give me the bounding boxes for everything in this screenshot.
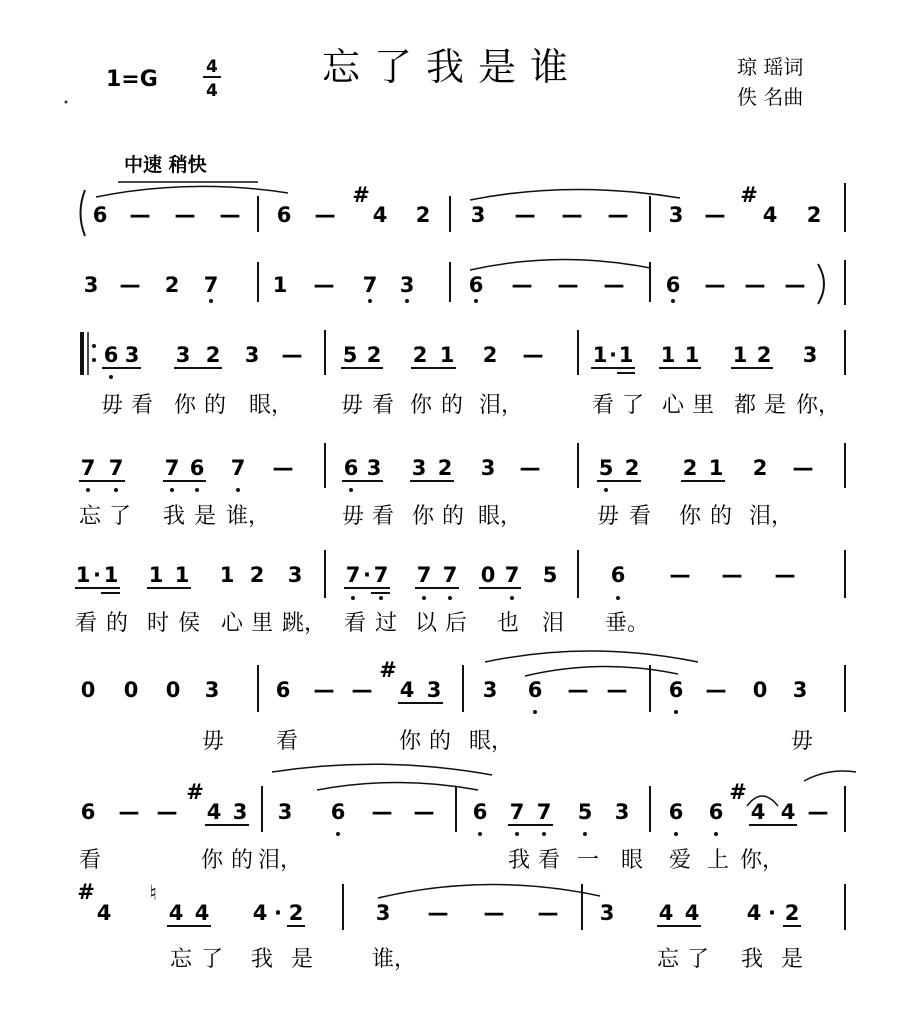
note: 5 bbox=[577, 800, 593, 824]
lyric: 眼， bbox=[249, 393, 294, 418]
lyric: 看 bbox=[78, 848, 102, 873]
note: 6 bbox=[275, 678, 291, 702]
score-row-6 bbox=[81, 651, 845, 754]
dash: — bbox=[427, 901, 449, 925]
sharp-sign: # bbox=[186, 780, 204, 804]
score-row-3 bbox=[82, 330, 845, 418]
note: 2 bbox=[756, 343, 772, 367]
lyric: 过 bbox=[374, 611, 398, 636]
score-row-1 bbox=[81, 183, 846, 236]
note: 3 bbox=[232, 800, 248, 824]
rest: 0 bbox=[165, 678, 181, 702]
note: 3 bbox=[124, 343, 140, 367]
lyric: 是 bbox=[290, 947, 314, 972]
dot: · bbox=[274, 901, 282, 925]
dash: — bbox=[119, 273, 141, 297]
note: 4 bbox=[399, 678, 415, 702]
note: 3 bbox=[399, 273, 415, 297]
lyric: 你 bbox=[173, 393, 197, 418]
note: 5 bbox=[342, 343, 358, 367]
note: 6 bbox=[468, 273, 484, 297]
lyric: 毋 bbox=[341, 504, 365, 529]
lyric: 了 bbox=[686, 947, 710, 972]
score-row-4 bbox=[79, 443, 845, 529]
lyric: 的 bbox=[709, 504, 733, 529]
lyric: 毋 bbox=[596, 504, 620, 529]
note: 3 bbox=[83, 273, 99, 297]
note: 4 bbox=[252, 901, 268, 925]
note: 1 bbox=[732, 343, 748, 367]
note: 6 bbox=[708, 800, 724, 824]
dash: — bbox=[705, 678, 727, 702]
note: 2 bbox=[164, 273, 180, 297]
lyric: 跳， bbox=[282, 611, 327, 636]
note: 3 bbox=[614, 800, 630, 824]
note: 2 bbox=[205, 343, 221, 367]
lyric: 眼， bbox=[469, 729, 514, 754]
dash: — bbox=[519, 456, 541, 480]
lyric: 谁， bbox=[372, 947, 417, 972]
note: 7 bbox=[373, 563, 389, 587]
lyric: 看 bbox=[343, 611, 367, 636]
note: 5 bbox=[542, 563, 558, 587]
dash: — bbox=[281, 343, 303, 367]
sharp-sign: # bbox=[77, 880, 95, 904]
note: 4 bbox=[750, 800, 766, 824]
dash: — bbox=[219, 203, 241, 227]
note: 7 bbox=[80, 456, 96, 480]
note: 6 bbox=[668, 800, 684, 824]
note: 1 bbox=[618, 343, 634, 367]
rest: 0 bbox=[752, 678, 768, 702]
lyric: 你 bbox=[411, 504, 435, 529]
lyric: 你 bbox=[398, 729, 422, 754]
dash: — bbox=[413, 800, 435, 824]
lyric: 是 bbox=[193, 504, 217, 529]
note: 1 bbox=[148, 563, 164, 587]
note: 1 bbox=[660, 343, 676, 367]
lyric: 看 bbox=[275, 729, 299, 754]
note: 1 bbox=[708, 456, 724, 480]
dash: — bbox=[704, 273, 726, 297]
lyric: 我 bbox=[162, 504, 186, 529]
dash: — bbox=[784, 273, 806, 297]
lyric: 是 bbox=[763, 393, 787, 418]
note: 3 bbox=[480, 456, 496, 480]
note: 6 bbox=[189, 456, 205, 480]
sharp-sign: # bbox=[740, 183, 758, 207]
dot: · bbox=[363, 563, 371, 587]
lyric: 都 bbox=[733, 393, 757, 418]
note: 2 bbox=[412, 343, 428, 367]
lyric: 你， bbox=[740, 848, 785, 873]
lyric: 后 bbox=[444, 611, 468, 636]
lyric: 毋 bbox=[790, 729, 814, 754]
lyric: 我 bbox=[507, 848, 531, 873]
dot: · bbox=[609, 343, 617, 367]
lyric: 你 bbox=[200, 848, 224, 873]
note: 2 bbox=[288, 901, 304, 925]
dash: — bbox=[314, 203, 336, 227]
rest: 0 bbox=[80, 678, 96, 702]
dash: — bbox=[351, 678, 373, 702]
dash: — bbox=[156, 800, 178, 824]
lyric: 看 bbox=[591, 393, 615, 418]
score-row-7 bbox=[79, 764, 856, 873]
note: 1 bbox=[272, 273, 288, 297]
lyric: 一 bbox=[576, 848, 600, 873]
note: 2 bbox=[752, 456, 768, 480]
note: 7 bbox=[442, 563, 458, 587]
lyric: 我 bbox=[250, 947, 274, 972]
dash: — bbox=[557, 273, 579, 297]
note: 3 bbox=[287, 563, 303, 587]
lyric: 忘 bbox=[656, 947, 680, 972]
note: 1 bbox=[174, 563, 190, 587]
lyric: 泪 bbox=[541, 611, 565, 636]
lyric: 的 bbox=[105, 611, 129, 636]
note: 7 bbox=[362, 273, 378, 297]
note: 3 bbox=[175, 343, 191, 367]
note: 6 bbox=[80, 800, 96, 824]
note: 4 bbox=[372, 203, 388, 227]
note: 3 bbox=[668, 203, 684, 227]
note: 7 bbox=[230, 456, 246, 480]
note: 3 bbox=[802, 343, 818, 367]
dash: — bbox=[603, 273, 625, 297]
lyric: 的 bbox=[203, 393, 227, 418]
lyric: 毋 bbox=[340, 393, 364, 418]
dash: — bbox=[721, 563, 743, 587]
lyric: 忘 bbox=[169, 947, 193, 972]
sharp-sign: # bbox=[379, 658, 397, 682]
lyric: 了 bbox=[200, 947, 224, 972]
note: 4 bbox=[168, 901, 184, 925]
note: 6 bbox=[527, 678, 543, 702]
header bbox=[106, 45, 803, 182]
note: 4 bbox=[780, 800, 796, 824]
score-row-2 bbox=[84, 259, 845, 305]
dash: — bbox=[704, 203, 726, 227]
note: 1 bbox=[592, 343, 608, 367]
note: 3 bbox=[482, 678, 498, 702]
note: 7 bbox=[164, 456, 180, 480]
dash: — bbox=[774, 563, 796, 587]
note: 6 bbox=[103, 343, 119, 367]
note: 2 bbox=[437, 456, 453, 480]
lyric: 侯 bbox=[177, 611, 201, 636]
note: 3 bbox=[277, 800, 293, 824]
lyric: 你 bbox=[409, 393, 433, 418]
dash: — bbox=[313, 273, 335, 297]
dot: · bbox=[768, 901, 776, 925]
note: 4 bbox=[762, 203, 778, 227]
lyric: 以 bbox=[414, 611, 438, 636]
lyric: 了 bbox=[621, 393, 645, 418]
note: 7 bbox=[504, 563, 520, 587]
lyric: 看 bbox=[537, 848, 561, 873]
note: 4 bbox=[194, 901, 210, 925]
dash: — bbox=[561, 203, 583, 227]
lyric: 时 bbox=[146, 611, 170, 636]
note: 2 bbox=[624, 456, 640, 480]
note: 1 bbox=[439, 343, 455, 367]
lyric: 的 bbox=[440, 393, 464, 418]
note: 1 bbox=[75, 563, 91, 587]
composer-credit: 佚 名曲 bbox=[737, 85, 804, 109]
dash: — bbox=[606, 678, 628, 702]
dash: — bbox=[792, 456, 814, 480]
lyric: 看 bbox=[130, 393, 154, 418]
time-signature-denominator: 4 bbox=[206, 81, 218, 101]
dash: — bbox=[522, 343, 544, 367]
sharp-sign: # bbox=[352, 183, 370, 207]
dash: — bbox=[511, 273, 533, 297]
dash: — bbox=[129, 203, 151, 227]
note: 6 bbox=[665, 273, 681, 297]
note: 3 bbox=[375, 901, 391, 925]
note: 1 bbox=[103, 563, 119, 587]
note: 3 bbox=[792, 678, 808, 702]
lyric: 看 bbox=[371, 504, 395, 529]
dash: — bbox=[313, 678, 335, 702]
note: 6 bbox=[276, 203, 292, 227]
note: 3 bbox=[366, 456, 382, 480]
dash: — bbox=[607, 203, 629, 227]
lyric: 心 bbox=[661, 393, 685, 418]
note: 2 bbox=[366, 343, 382, 367]
lyric: 你 bbox=[678, 504, 702, 529]
lyric: 我 bbox=[740, 947, 764, 972]
note: 2 bbox=[784, 901, 800, 925]
lyric: 看 bbox=[628, 504, 652, 529]
note: 2 bbox=[482, 343, 498, 367]
dash: — bbox=[537, 901, 559, 925]
dash: — bbox=[118, 800, 140, 824]
note: 4 bbox=[658, 901, 674, 925]
note: 3 bbox=[470, 203, 486, 227]
lyric: 谁， bbox=[226, 504, 271, 529]
lyric: 看 bbox=[74, 611, 98, 636]
dash: — bbox=[371, 800, 393, 824]
note: 3 bbox=[244, 343, 260, 367]
lyric: 里 bbox=[691, 393, 715, 418]
dash: — bbox=[514, 203, 536, 227]
key-signature: 1=G bbox=[106, 67, 158, 92]
note: 6 bbox=[472, 800, 488, 824]
score-row-8 bbox=[77, 880, 845, 972]
note: 2 bbox=[682, 456, 698, 480]
dash: — bbox=[807, 800, 829, 824]
note: 2 bbox=[415, 203, 431, 227]
tempo-marking: 中速 稍快 bbox=[124, 154, 207, 176]
note: 5 bbox=[598, 456, 614, 480]
note: 3 bbox=[599, 901, 615, 925]
note: 7 bbox=[416, 563, 432, 587]
lyric: 的 bbox=[428, 729, 452, 754]
note: 4 bbox=[206, 800, 222, 824]
lyric: 的 bbox=[441, 504, 465, 529]
note: 7 bbox=[536, 800, 552, 824]
lyric: 的 bbox=[230, 848, 254, 873]
dash: — bbox=[272, 456, 294, 480]
note: 3 bbox=[204, 678, 220, 702]
note: 4 bbox=[684, 901, 700, 925]
lyric: 爱 bbox=[668, 848, 692, 873]
note: 7 bbox=[509, 800, 525, 824]
note: 6 bbox=[343, 456, 359, 480]
lyric: 也 bbox=[496, 611, 520, 636]
lyric: 毋 bbox=[201, 729, 225, 754]
scan-speck bbox=[65, 101, 68, 104]
note: 7 bbox=[345, 563, 361, 587]
note: 7 bbox=[203, 273, 219, 297]
dash: — bbox=[174, 203, 196, 227]
lyric: 你， bbox=[796, 393, 841, 418]
lyric: 眼， bbox=[478, 504, 523, 529]
note: 7 bbox=[108, 456, 124, 480]
note: 3 bbox=[426, 678, 442, 702]
dash: — bbox=[669, 563, 691, 587]
note: 1 bbox=[684, 343, 700, 367]
sharp-sign: # bbox=[729, 780, 747, 804]
note: 3 bbox=[411, 456, 427, 480]
note: 6 bbox=[92, 203, 108, 227]
note: 1 bbox=[219, 563, 235, 587]
note: 6 bbox=[330, 800, 346, 824]
natural-sign: ♮ bbox=[149, 881, 157, 905]
note: 0 bbox=[480, 563, 496, 587]
dash: — bbox=[744, 273, 766, 297]
dash: — bbox=[567, 678, 589, 702]
note: 2 bbox=[806, 203, 822, 227]
lyric: 里 bbox=[250, 611, 274, 636]
note: 4 bbox=[746, 901, 762, 925]
note: 6 bbox=[610, 563, 626, 587]
dash: — bbox=[483, 901, 505, 925]
lyric: 看 bbox=[371, 393, 395, 418]
rest: 0 bbox=[123, 678, 139, 702]
lyric: 垂。 bbox=[605, 611, 650, 636]
lyric: 毋 bbox=[100, 393, 124, 418]
lyric: 泪， bbox=[479, 393, 524, 418]
lyric: 了 bbox=[108, 504, 132, 529]
time-signature-numerator: 4 bbox=[206, 57, 218, 77]
note: 4 bbox=[96, 901, 112, 925]
note: 2 bbox=[249, 563, 265, 587]
lyric: 上 bbox=[706, 848, 730, 873]
lyric: 忘 bbox=[78, 504, 102, 529]
lyricist-credit: 琼 瑶词 bbox=[737, 55, 804, 79]
lyric: 眼 bbox=[620, 848, 644, 873]
dot: · bbox=[93, 563, 101, 587]
lyric: 是 bbox=[780, 947, 804, 972]
note: 6 bbox=[668, 678, 684, 702]
lyric: 泪， bbox=[258, 848, 303, 873]
song-title: 忘了我是谁 bbox=[322, 45, 583, 89]
lyric: 心 bbox=[220, 611, 244, 636]
score-row-5 bbox=[75, 550, 845, 636]
lyric: 泪， bbox=[749, 504, 794, 529]
